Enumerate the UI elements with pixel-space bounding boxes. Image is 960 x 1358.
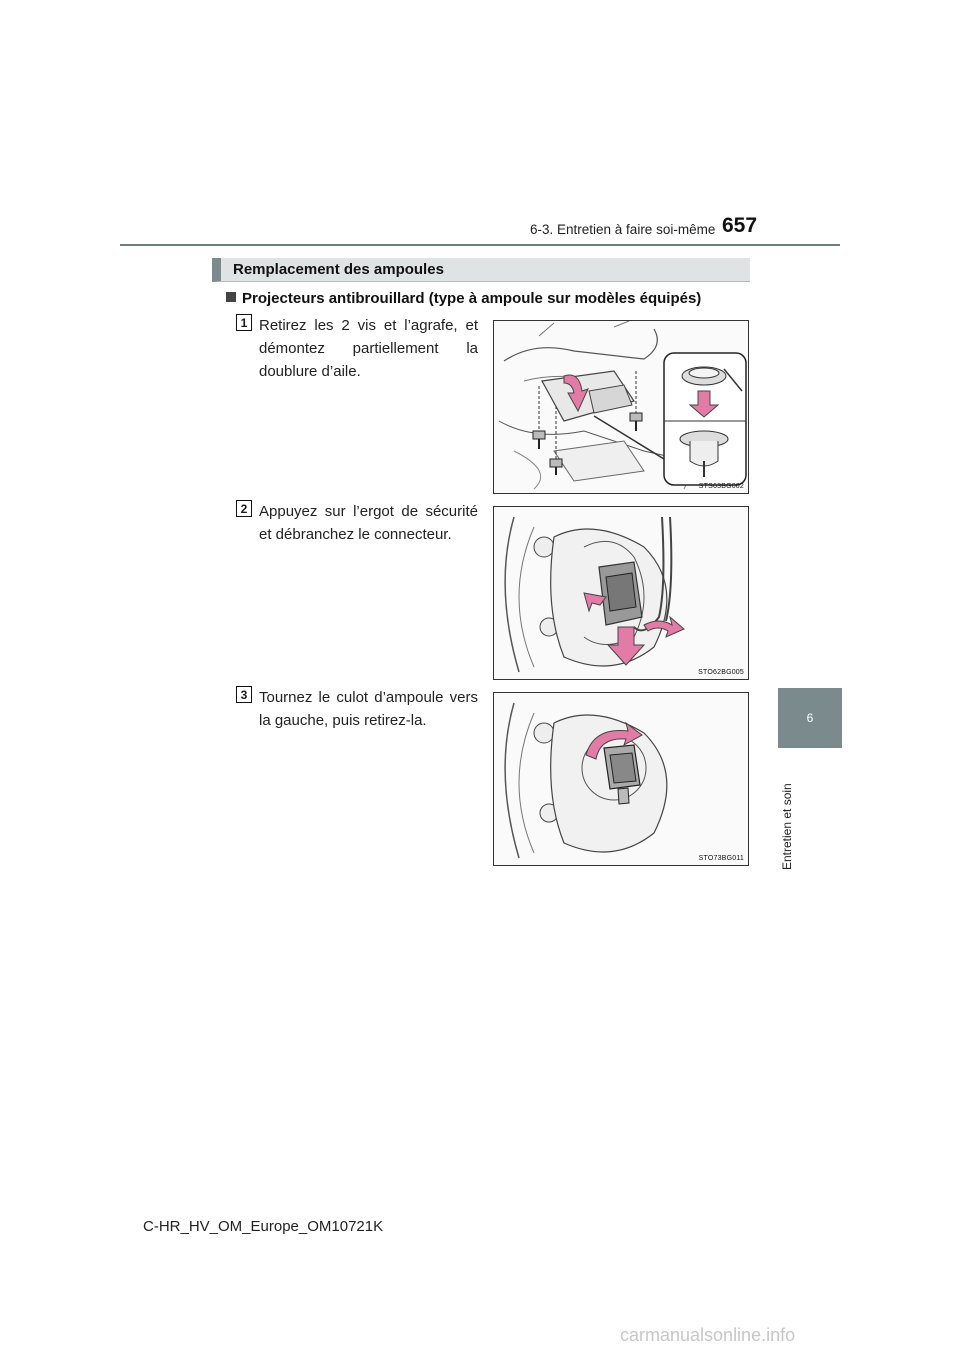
screw-icon bbox=[630, 413, 642, 431]
step-text-2: Appuyez sur l’ergot de sécurité et débranchez le connecteur. bbox=[259, 503, 478, 543]
step-number-2: 2 bbox=[236, 500, 252, 517]
chapter-number: 6 bbox=[806, 711, 814, 725]
square-bullet-icon bbox=[226, 292, 236, 302]
step-number-3: 3 bbox=[236, 686, 252, 703]
chapter-tab[interactable] bbox=[778, 688, 842, 748]
step-number-1: 1 bbox=[236, 314, 252, 331]
subheading-text: Projecteurs antibrouillard (type à ampoule sur modèles équipés) bbox=[242, 290, 702, 307]
bulb-socket-illustration bbox=[494, 693, 748, 865]
footer-doc-code: C-HR_HV_OM_Europe_OM10721K bbox=[143, 1218, 384, 1235]
connector-illustration bbox=[494, 507, 748, 679]
header-section-title: 6-3. Entretien à faire soi-même bbox=[530, 222, 716, 237]
figure-step-1 bbox=[493, 320, 749, 494]
figure-step-3 bbox=[493, 692, 749, 866]
subheading bbox=[226, 290, 701, 307]
section-title: Remplacement des ampoules bbox=[233, 261, 444, 278]
chapter-title: Entretien et soin bbox=[780, 783, 794, 870]
watermark: carmanualsonline.info bbox=[620, 1325, 796, 1345]
figure-code-3: STO73BG011 bbox=[698, 855, 744, 862]
section-title-bar bbox=[212, 258, 750, 282]
screw-icon bbox=[533, 431, 545, 449]
figure-code-2: STO62BG005 bbox=[698, 669, 744, 676]
step-text-3: Tournez le culot d’ampoule vers la gauche, puis retirez-la. bbox=[259, 689, 478, 729]
clip-icon bbox=[550, 459, 562, 475]
page-number: 657 bbox=[722, 214, 758, 237]
header-rule bbox=[120, 244, 840, 246]
step-text-1: Retirez les 2 vis et l’agrafe, et démontez partiellement la doublure d’aile. bbox=[259, 317, 478, 380]
figure-step-2 bbox=[493, 506, 749, 680]
figure-code-1: STS63BG002 bbox=[698, 483, 744, 490]
fender-liner-illustration bbox=[494, 321, 748, 493]
